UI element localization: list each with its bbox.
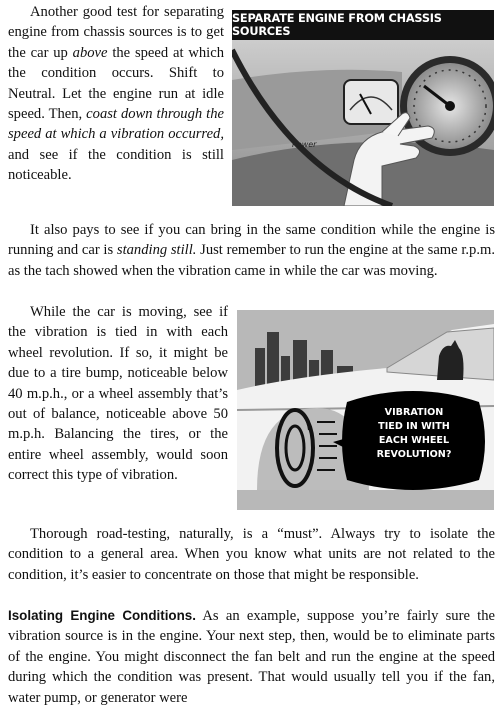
italic-text: coast down through the speed at which a vibration occurred, — [8, 106, 224, 143]
callout-line: REVOLUTION? — [376, 449, 452, 460]
paragraph-wheel-revolution: While the car is moving, see if the vibration is tied in with each wheel revolution. If so, it might be due to a tire bump, noticeable below 40 m.p.h., or a wheel assembly that’s out of balance, noticeable above 50 m.p.h. Balancing the tires, or the entire wheel assembly, would soon correct this type of vibration. — [8, 304, 228, 484]
text-run: Another good test for separating engine from chassis sources is to get the car up — [8, 4, 224, 61]
figure-banner: SEPARATE ENGINE FROM CHASSIS SOURCES — [232, 10, 494, 40]
text-run: and see if the condition is still noticeable. — [8, 146, 224, 184]
text-run: As an example, suppose you’re fairly sure the vibration source is in the engine. Your next step, then, would be to eliminate parts of the engine. You might disconnect the fan belt and run the engine at the speed during which the condition was present. That would usually tell you if the fan, water pump, or generator were — [8, 608, 495, 706]
figure-callout-label — [353, 406, 475, 462]
paragraph-road-testing: Thorough road-testing, naturally, is a “must”. Always try to isolate the condition to a general area. When you know what units are not related to the condition, it’s easier to concentrate on those that might be responsible. — [8, 526, 495, 583]
gauge-brand-label: Power — [292, 140, 317, 149]
callout-line: EACH WHEEL — [378, 435, 450, 446]
text-run: Just remember to run the engine at the same r.p.m. as the tach showed when the vibration came in while the car was moving. — [8, 242, 495, 279]
paragraph-standing-still — [8, 220, 495, 281]
italic-text: standing still. — [116, 242, 197, 259]
callout-line: VIBRATION — [384, 407, 444, 418]
section-heading: Isolating Engine Conditions. — [8, 608, 196, 623]
figure-engine-chassis — [232, 10, 494, 206]
italic-text: above — [72, 44, 108, 61]
callout-line: TIED IN WITH — [378, 421, 450, 432]
text-run: the speed at which the condition occurs. Shift to Neutral. Let the engine run at idle speed. Then, — [8, 44, 224, 123]
text-run: It also pays to see if you can bring in the same condition while the engine is running and car is — [8, 222, 495, 259]
figure-wheel-vibration — [237, 310, 494, 510]
paragraph-isolating-engine — [8, 606, 495, 708]
paragraph-coast-down-test — [8, 2, 224, 186]
